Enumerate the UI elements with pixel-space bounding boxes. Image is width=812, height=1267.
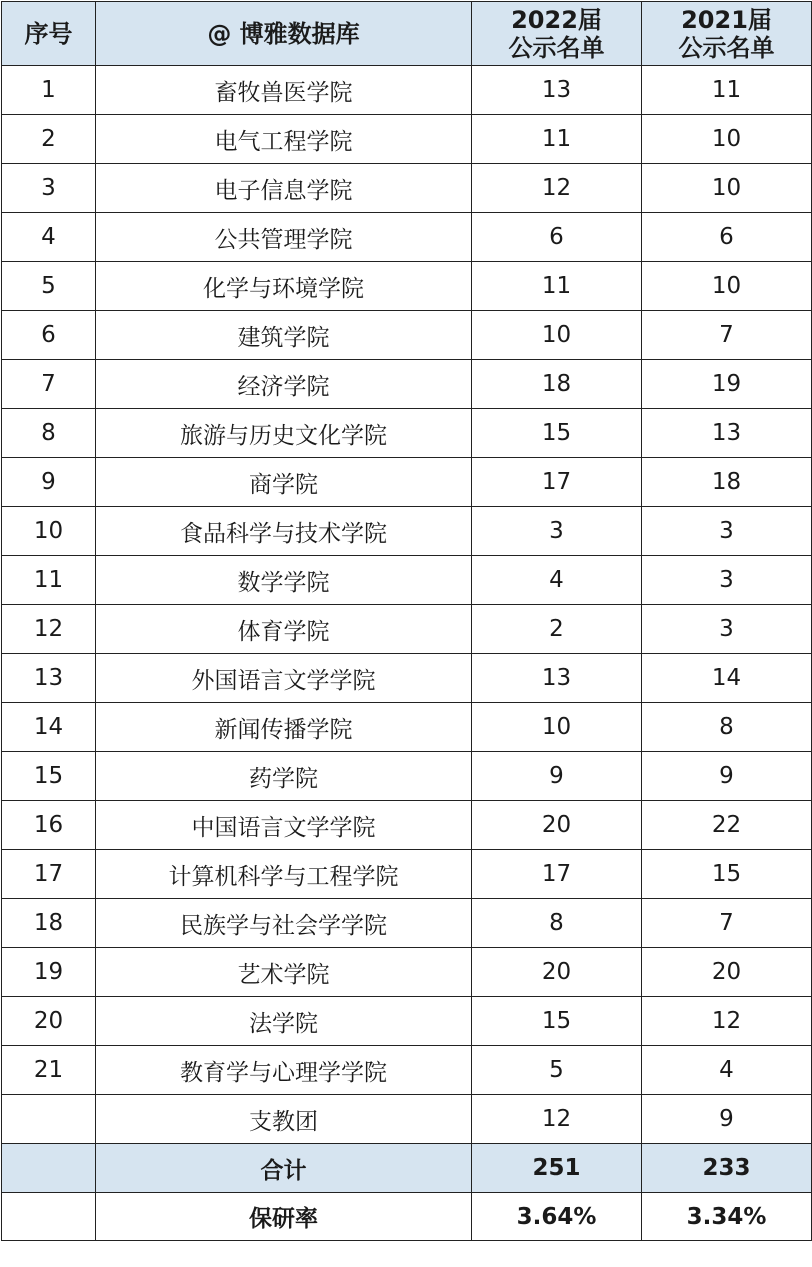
header-2021 [642, 2, 812, 66]
row-index: 18 [2, 899, 96, 948]
row-college: 药学院 [96, 752, 472, 801]
table-row [2, 703, 812, 752]
row-college: 建筑学院 [96, 311, 472, 360]
row-2021: 12 [642, 997, 812, 1046]
total-row [2, 1144, 812, 1193]
row-2022: 20 [472, 801, 642, 850]
row-2022: 20 [472, 948, 642, 997]
total-2022: 251 [472, 1144, 642, 1193]
table-row [2, 997, 812, 1046]
total-2021: 233 [642, 1144, 812, 1193]
row-2022: 10 [472, 703, 642, 752]
rate-label: 保研率 [96, 1193, 472, 1241]
row-2022: 11 [472, 115, 642, 164]
header-2022-year: 2022届 [511, 5, 602, 34]
row-index: 4 [2, 213, 96, 262]
row-2022: 13 [472, 66, 642, 115]
row-college: 化学与环境学院 [96, 262, 472, 311]
row-2022: 15 [472, 409, 642, 458]
row-2022: 11 [472, 262, 642, 311]
row-2021: 8 [642, 703, 812, 752]
table-row [2, 605, 812, 654]
table-row [2, 458, 812, 507]
row-2021: 11 [642, 66, 812, 115]
row-index [2, 1095, 96, 1144]
row-index: 14 [2, 703, 96, 752]
row-2022: 12 [472, 164, 642, 213]
table-row [2, 262, 812, 311]
table-row [2, 752, 812, 801]
row-index: 20 [2, 997, 96, 1046]
row-2021: 22 [642, 801, 812, 850]
header-2021-sub: 公示名单 [678, 33, 775, 62]
row-college: 商学院 [96, 458, 472, 507]
row-2021: 7 [642, 311, 812, 360]
row-2022: 12 [472, 1095, 642, 1144]
row-college: 数学学院 [96, 556, 472, 605]
row-index: 10 [2, 507, 96, 556]
table-row [2, 507, 812, 556]
table-row [2, 1095, 812, 1144]
row-college: 艺术学院 [96, 948, 472, 997]
row-2021: 19 [642, 360, 812, 409]
row-college: 新闻传播学院 [96, 703, 472, 752]
table-row [2, 899, 812, 948]
row-index: 1 [2, 66, 96, 115]
row-2022: 17 [472, 850, 642, 899]
row-2021: 3 [642, 556, 812, 605]
row-2022: 9 [472, 752, 642, 801]
row-college: 体育学院 [96, 605, 472, 654]
row-2021: 7 [642, 899, 812, 948]
row-2021: 6 [642, 213, 812, 262]
rate-index-cell [2, 1193, 96, 1241]
row-index: 5 [2, 262, 96, 311]
header-row [2, 2, 812, 66]
row-college: 法学院 [96, 997, 472, 1046]
row-index: 8 [2, 409, 96, 458]
row-index: 2 [2, 115, 96, 164]
row-2021: 4 [642, 1046, 812, 1095]
row-index: 19 [2, 948, 96, 997]
table-row [2, 1046, 812, 1095]
rate-2022: 3.64% [472, 1193, 642, 1241]
row-college: 外国语言文学学院 [96, 654, 472, 703]
row-college: 公共管理学院 [96, 213, 472, 262]
header-college: @ 博雅数据库 [96, 2, 472, 66]
table-row [2, 311, 812, 360]
row-2022: 2 [472, 605, 642, 654]
row-2022: 17 [472, 458, 642, 507]
row-2021: 13 [642, 409, 812, 458]
row-2022: 8 [472, 899, 642, 948]
row-college: 旅游与历史文化学院 [96, 409, 472, 458]
table-row [2, 164, 812, 213]
row-college: 计算机科学与工程学院 [96, 850, 472, 899]
row-index: 9 [2, 458, 96, 507]
table-row [2, 850, 812, 899]
row-college: 电子信息学院 [96, 164, 472, 213]
row-index: 12 [2, 605, 96, 654]
table-row [2, 409, 812, 458]
row-2021: 9 [642, 1095, 812, 1144]
header-2022-sub: 公示名单 [508, 33, 605, 62]
recommendation-list-table [1, 1, 812, 1241]
row-college: 经济学院 [96, 360, 472, 409]
row-2022: 5 [472, 1046, 642, 1095]
row-2021: 9 [642, 752, 812, 801]
header-index: 序号 [2, 2, 96, 66]
row-2021: 14 [642, 654, 812, 703]
row-2022: 6 [472, 213, 642, 262]
row-2021: 20 [642, 948, 812, 997]
row-2022: 13 [472, 654, 642, 703]
row-college: 畜牧兽医学院 [96, 66, 472, 115]
row-college: 教育学与心理学学院 [96, 1046, 472, 1095]
table-row [2, 801, 812, 850]
row-index: 6 [2, 311, 96, 360]
row-index: 15 [2, 752, 96, 801]
row-2021: 18 [642, 458, 812, 507]
row-index: 3 [2, 164, 96, 213]
row-college: 食品科学与技术学院 [96, 507, 472, 556]
header-2022 [472, 2, 642, 66]
table-row [2, 654, 812, 703]
rate-2021: 3.34% [642, 1193, 812, 1241]
table-row [2, 556, 812, 605]
row-2021: 15 [642, 850, 812, 899]
row-2021: 10 [642, 164, 812, 213]
table-row [2, 115, 812, 164]
row-college: 电气工程学院 [96, 115, 472, 164]
row-index: 11 [2, 556, 96, 605]
row-college: 民族学与社会学学院 [96, 899, 472, 948]
table-row [2, 66, 812, 115]
rate-row [2, 1193, 812, 1241]
row-2021: 3 [642, 507, 812, 556]
row-2022: 4 [472, 556, 642, 605]
row-2022: 3 [472, 507, 642, 556]
row-college: 支教团 [96, 1095, 472, 1144]
row-index: 21 [2, 1046, 96, 1095]
row-2021: 10 [642, 115, 812, 164]
table-row [2, 360, 812, 409]
row-2022: 15 [472, 997, 642, 1046]
row-college: 中国语言文学学院 [96, 801, 472, 850]
row-2021: 10 [642, 262, 812, 311]
row-2021: 3 [642, 605, 812, 654]
row-index: 7 [2, 360, 96, 409]
row-index: 13 [2, 654, 96, 703]
total-label: 合计 [96, 1144, 472, 1193]
table-row [2, 948, 812, 997]
row-2022: 18 [472, 360, 642, 409]
table-row [2, 213, 812, 262]
row-2022: 10 [472, 311, 642, 360]
row-index: 17 [2, 850, 96, 899]
header-2021-year: 2021届 [681, 5, 772, 34]
total-index-cell [2, 1144, 96, 1193]
row-index: 16 [2, 801, 96, 850]
